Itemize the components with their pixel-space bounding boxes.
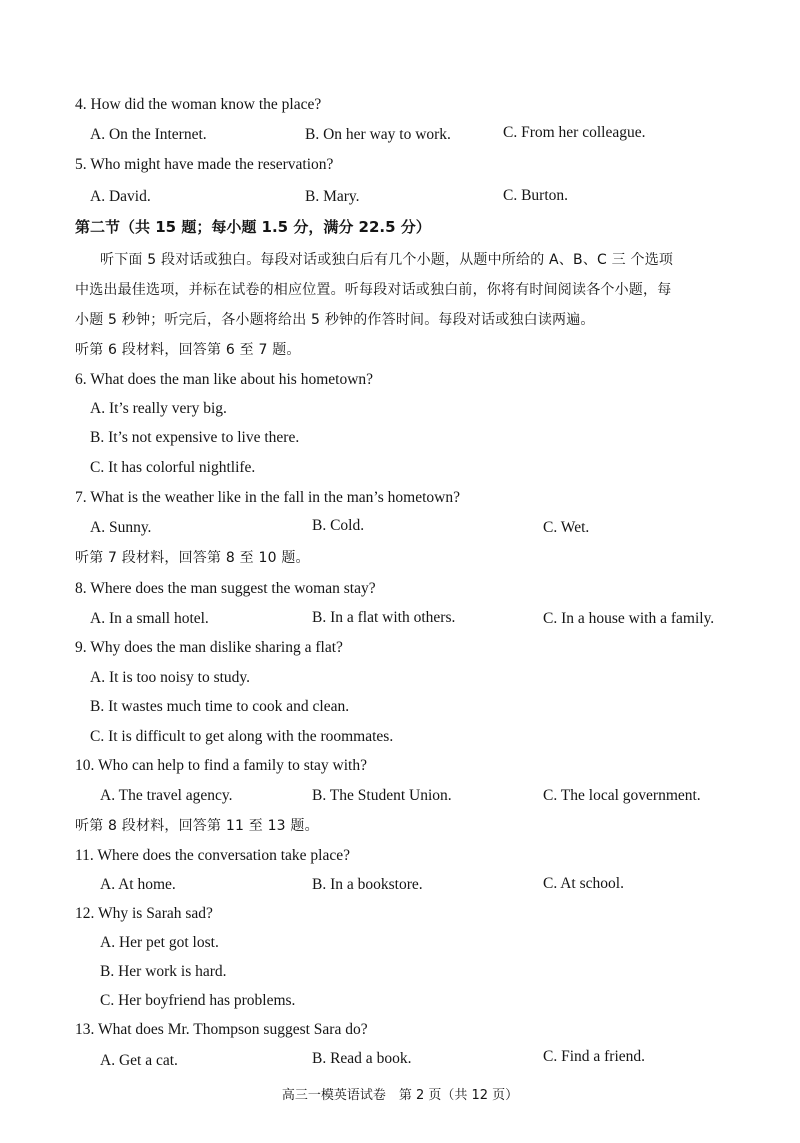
instructions-line-1: 听下面 5 段对话或独白。每段对话或独白后有几个小题，从题中所给的 A、B、C 三 个选项 [100, 252, 674, 268]
section-2-heading: 第二节（共 15 题；每小题 1.5 分，满分 22.5 分） [75, 218, 431, 236]
question-5-stem: 5. Who might have made the reservation? [75, 156, 334, 173]
question-9-option-b: B. It wastes much time to cook and clean. [90, 698, 350, 715]
question-11-stem: 11. Where does the conversation take place? [75, 847, 351, 864]
question-11-option-b: B. In a bookstore. [312, 876, 423, 893]
instructions-line-2: 中选出最佳选项，并标在试卷的相应位置。听每段对话或独白前，你将有时间阅读各个小题，每 [75, 282, 672, 298]
question-10-option-c: C. The local government. [543, 787, 701, 804]
question-6-option-c: C. It has colorful nightlife. [90, 459, 256, 476]
question-12-option-a: A. Her pet got lost. [100, 934, 219, 951]
question-7-stem: 7. What is the weather like in the fall in the man’s hometown? [75, 489, 460, 506]
question-11-option-c: C. At school. [543, 875, 624, 892]
question-4-option-a: A. On the Internet. [90, 126, 207, 143]
material-6-note: 听第 6 段材料，回答第 6 至 7 题。 [75, 342, 301, 358]
question-4-option-c: C. From her colleague. [503, 124, 646, 141]
question-10-stem: 10. Who can help to find a family to stay with? [75, 757, 367, 774]
question-6-stem: 6. What does the man like about his hometown? [75, 371, 374, 388]
question-6-option-b: B. It’s not expensive to live there. [90, 429, 300, 446]
question-11-option-a: A. At home. [100, 876, 176, 893]
question-4-option-b: B. On her way to work. [305, 126, 451, 143]
question-7-option-c: C. Wet. [543, 519, 590, 536]
question-8-stem: 8. Where does the man suggest the woman stay? [75, 580, 376, 597]
question-7-option-b: B. Cold. [312, 517, 365, 534]
question-8-option-c: C. In a house with a family. [543, 610, 715, 627]
material-8-note: 听第 8 段材料，回答第 11 至 13 题。 [75, 818, 319, 834]
question-10-option-a: A. The travel agency. [100, 787, 233, 804]
question-9-option-a: A. It is too noisy to study. [90, 669, 251, 686]
question-7-option-a: A. Sunny. [90, 519, 152, 536]
question-13-option-a: A. Get a cat. [100, 1052, 178, 1069]
question-9-stem: 9. Why does the man dislike sharing a flat? [75, 639, 343, 656]
question-9-option-c: C. It is difficult to get along with the roommates. [90, 728, 394, 745]
material-7-note: 听第 7 段材料，回答第 8 至 10 题。 [75, 550, 310, 566]
question-5-option-c: C. Burton. [503, 187, 569, 204]
question-13-option-c: C. Find a friend. [543, 1048, 646, 1065]
page-footer: 高三一模英语试卷 第 2 页（共 12 页） [281, 1088, 519, 1103]
instructions-line-3: 小题 5 秒钟；听完后，各小题将给出 5 秒钟的作答时间。每段对话或独白读两遍。 [75, 312, 595, 328]
question-6-option-a: A. It’s really very big. [90, 400, 227, 417]
question-8-option-b: B. In a flat with others. [312, 609, 456, 626]
question-10-option-b: B. The Student Union. [312, 787, 452, 804]
question-5-option-b: B. Mary. [305, 188, 360, 205]
question-4-stem: 4. How did the woman know the place? [75, 96, 322, 113]
question-8-option-a: A. In a small hotel. [90, 610, 209, 627]
question-13-stem: 13. What does Mr. Thompson suggest Sara do? [75, 1021, 368, 1038]
question-5-option-a: A. David. [90, 188, 151, 205]
question-12-option-b: B. Her work is hard. [100, 963, 227, 980]
question-13-option-b: B. Read a book. [312, 1050, 412, 1067]
question-12-stem: 12. Why is Sarah sad? [75, 905, 213, 922]
question-12-option-c: C. Her boyfriend has problems. [100, 992, 296, 1009]
